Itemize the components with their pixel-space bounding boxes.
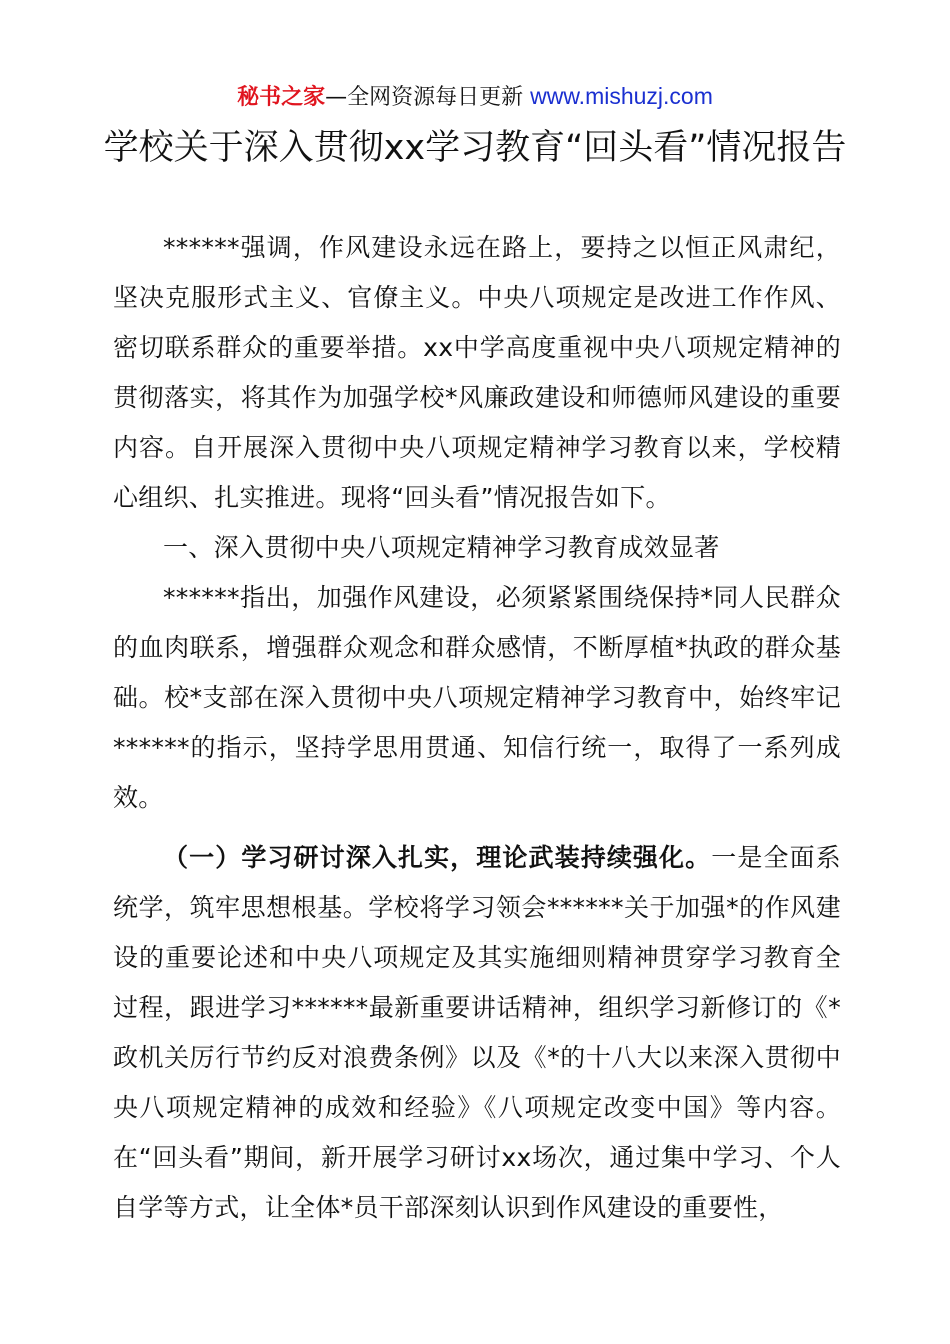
site-url-link[interactable]: www.mishuzj.com — [530, 83, 713, 109]
subsection-text: 一是全面系统学，筑牢思想根基。学校将学习领会******关于加强*的作风建设的重要论述和中央八项规定及其实施细则精神贯穿学习教育全过程，跟进学习******最新重要讲话精神，组织学习新修订的《*政机关厉行节约反对浪费条例》以及《*的十八大以来深入贯彻中央八项规定精神的成效和经验》《八项规定改变中国》等内容。在“回头看”期间，新开展学习研讨xx场次，通过集中学习、个人自学等方式，让全体*员干部深刻认识到作风建设的重要性， — [113, 843, 841, 1222]
document-body — [113, 223, 841, 1233]
intro-paragraph: ******强调，作风建设永远在路上，要持之以恒正风肃纪，坚决克服形式主义、官僚主义。中央八项规定是改进工作作风、密切联系群众的重要举措。xx中学高度重视中央八项规定精神的贯彻落实，将其作为加强学校*风廉政建设和师德师风建设的重要内容。自开展深入贯彻中央八项规定精神学习教育以来，学校精心组织、扎实推进。现将“回头看”情况报告如下。 — [113, 233, 841, 512]
subsection-heading: （一）学习研讨深入扎实，理论武装持续强化。 — [163, 843, 712, 872]
site-header — [0, 82, 950, 112]
site-brand: 秘书之家 — [237, 85, 326, 110]
section-paragraph: ******指出，加强作风建设，必须紧紧围绕保持*同人民群众的血肉联系，增强群众观念和群众感情，不断厚植*执政的群众基础。校*支部在深入贯彻中央八项规定精神学习教育中，始终牢记******的指示，坚持学思用贯通、知信行统一，取得了一系列成效。 — [113, 583, 841, 812]
subsection-paragraph — [113, 833, 841, 1233]
document-title: 学校关于深入贯彻xx学习教育“回头看”情况报告 — [103, 128, 847, 168]
site-tagline: —全网资源每日更新 — [325, 85, 524, 110]
section-heading: 一、深入贯彻中央八项规定精神学习教育成效显著 — [163, 533, 720, 562]
